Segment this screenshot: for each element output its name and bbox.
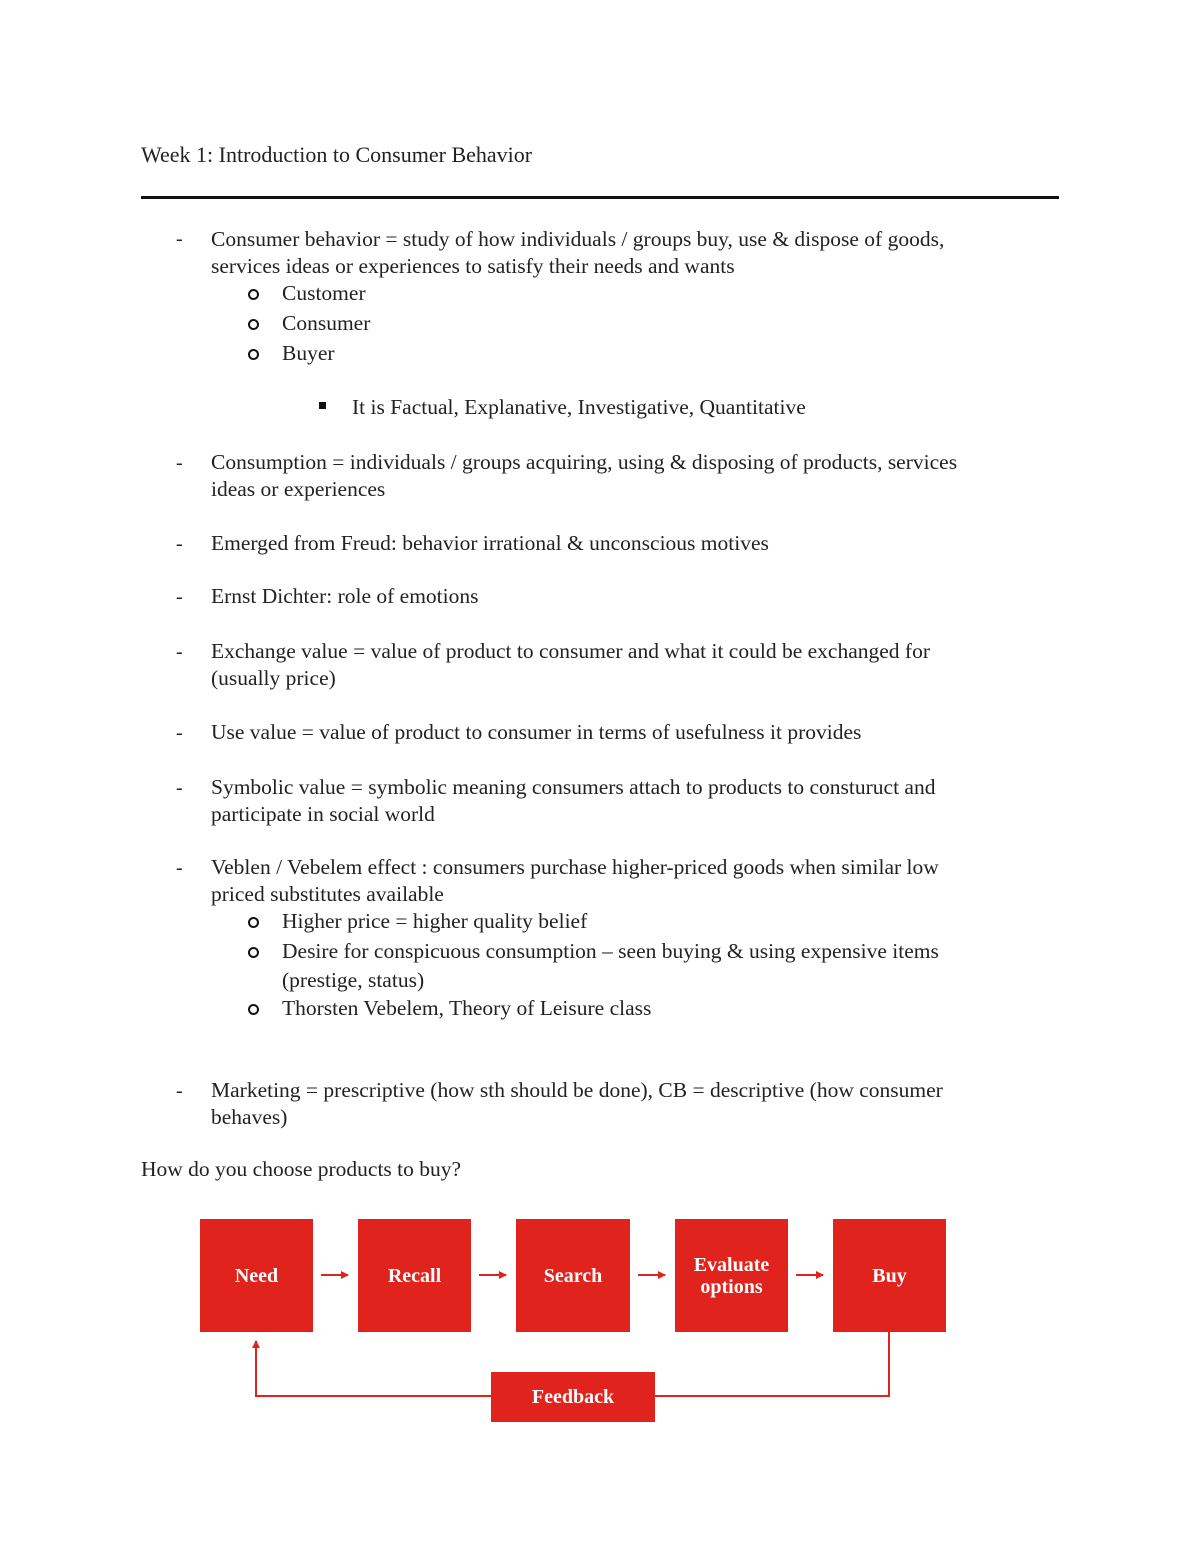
bullet-dash: -	[176, 777, 183, 799]
sub-sub-item-factual: It is Factual, Explanative, Investigative, Quantitative	[352, 395, 806, 419]
sub-item-conspicuous-line2: (prestige, status)	[282, 968, 425, 992]
question-text: How do you choose products to buy?	[141, 1157, 462, 1181]
bullet-dash: -	[176, 722, 183, 744]
bullet-veblen-line1: Veblen / Vebelem effect : consumers purchase higher-priced goods when similar low	[211, 855, 939, 879]
bullet-consumption-line1: Consumption = individuals / groups acquiring, using & disposing of products, services	[211, 450, 958, 474]
bullet-consumption-line2: ideas or experiences	[211, 477, 386, 501]
bullet-marketing-line1: Marketing = prescriptive (how sth should be done), CB = descriptive (how consumer	[211, 1078, 943, 1102]
bullet-consumer-behavior-line1: Consumer behavior = study of how individuals / groups buy, use & dispose of goods,	[211, 227, 945, 251]
step-feedback: Feedback	[491, 1372, 655, 1422]
bullet-marketing-line2: behaves)	[211, 1105, 288, 1129]
step-recall: Recall	[358, 1219, 471, 1332]
bullet-dash: -	[176, 228, 183, 250]
step-search: Search	[516, 1219, 630, 1332]
step-evaluate-options: Evaluate options	[675, 1219, 788, 1332]
step-need: Need	[200, 1219, 313, 1332]
arrow-buy-feedback	[655, 1332, 889, 1396]
bullet-exchange-value-line1: Exchange value = value of product to consumer and what it could be exchanged for	[211, 639, 930, 663]
sub-item-conspicuous-line1: Desire for conspicuous consumption – seen buying & using expensive items	[282, 939, 939, 963]
sub-item-buyer: Buyer	[282, 341, 335, 365]
page-title: Week 1: Introduction to Consumer Behavior	[141, 142, 533, 167]
sub-item-thorsten: Thorsten Vebelem, Theory of Leisure class	[282, 996, 652, 1020]
bullet-veblen-line2: priced substitutes available	[211, 882, 444, 906]
sub-item-higher-price: Higher price = higher quality belief	[282, 909, 588, 933]
bullet-dash: -	[176, 1080, 183, 1102]
bullet-freud: Emerged from Freud: behavior irrational & unconscious motives	[211, 531, 769, 555]
bullet-dash: -	[176, 857, 183, 879]
bullet-dichter: Ernst Dichter: role of emotions	[211, 584, 479, 608]
bullet-dash: -	[176, 586, 183, 608]
sub-item-consumer: Consumer	[282, 311, 371, 335]
arrow-feedback-need	[256, 1341, 491, 1396]
bullet-dash: -	[176, 452, 183, 474]
step-buy: Buy	[833, 1219, 946, 1332]
bullet-symbolic-value-line1: Symbolic value = symbolic meaning consumers attach to products to consturuct and	[211, 775, 936, 799]
bullet-symbolic-value-line2: participate in social world	[211, 802, 435, 826]
bullet-dash: -	[176, 641, 183, 663]
sub-item-customer: Customer	[282, 281, 366, 305]
bullet-dash: -	[176, 533, 183, 555]
bullet-use-value: Use value = value of product to consumer in terms of usefulness it provides	[211, 720, 862, 744]
bullet-exchange-value-line2: (usually price)	[211, 666, 336, 690]
bullet-consumer-behavior-line2: services ideas or experiences to satisfy their needs and wants	[211, 254, 735, 278]
